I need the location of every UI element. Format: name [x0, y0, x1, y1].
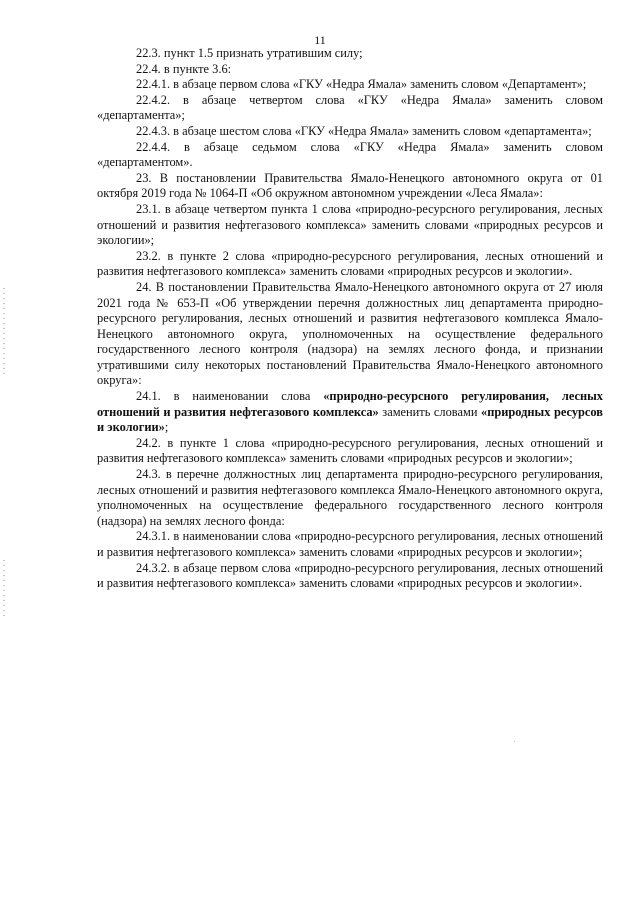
- paragraph-24-1-middle: заменить словами: [378, 404, 482, 419]
- paragraph-24-1-bold-new-name: «природных ресурсов и экологии»: [97, 404, 604, 435]
- paragraph-24-3: 24.3. в перечне должностных лиц департамента природно-ресурсного регулирования, лесных отношений и развития нефтегазового комплекса Ямало-Ненецкого автономного округа, уполномоченных на осуществление федерального государственного лесного контроля (надзора) на землях лесного фонда:: [97, 467, 603, 528]
- paragraph-22-3: 22.3. пункт 1.5 признать утратившим силу;: [136, 46, 363, 60]
- paragraph-22-4: 22.4. в пункте 3.6:: [136, 61, 232, 76]
- paragraph-24-3-1: 24.3.1. в наименовании слова «природно-ресурсного регулирования, лесных отношений и развития нефтегазового комплекса» заменить словами «природных ресурсов и экологии»;: [97, 529, 603, 559]
- scan-speck: [514, 741, 515, 742]
- paragraph-23: 23. В постановлении Правительства Ямало-Ненецкого автономного округа от 01 октября 2019 года № 1064-П «Об окружном автономном учреждении «Леса Ямала»:: [97, 170, 603, 201]
- paragraph-23-1: 23.1. в абзаце четвертом пункта 1 слова «природно-ресурсного регулирования, лесных отношений и развития нефтегазового комплекса» заменить словами «природных ресурсов и экологии»;: [97, 201, 603, 248]
- scan-margin-artifact-lower: [3, 560, 5, 620]
- paragraph-24-1-suffix: ;: [164, 420, 169, 435]
- paragraph-22-4-1: 22.4.1. в абзаце первом слова «ГКУ «Недра Ямала» заменить словом «Департамент»;: [136, 77, 587, 92]
- paragraph-24-1-bold-old-name: «природно-ресурсного регулирования, лесных отношений и развития нефтегазового комплекса»: [97, 389, 603, 419]
- paragraph-22-4-4: 22.4.4. в абзаце седьмом слова «ГКУ «Недра Ямала» заменить словом «департаментом».: [97, 139, 603, 170]
- page-number: 11: [314, 33, 326, 47]
- paragraph-24-3-2: 24.3.2. в абзаце первом слова «природно-ресурсного регулирования, лесных отношений и развития нефтегазового комплекса» заменить словами «природных ресурсов и экологии».: [97, 560, 603, 591]
- paragraph-24-2: 24.2. в пункте 1 слова «природно-ресурсного регулирования, лесных отношений и развития нефтегазового комплекса» заменить словами «природных ресурсов и экологии»;: [97, 435, 603, 466]
- paragraph-23-2: 23.2. в пункте 2 слова «природно-ресурсного регулирования, лесных отношений и развития нефтегазового комплекса» заменить словами «природных ресурсов и экологии».: [97, 248, 603, 279]
- paragraph-22-4-3: 22.4.3. в абзаце шестом слова «ГКУ «Недра Ямала» заменить словом «департамента»;: [136, 123, 592, 138]
- document-body: [97, 46, 603, 592]
- scan-margin-artifact: [3, 288, 5, 378]
- paragraph-24: 24. В постановлении Правительства Ямало-Ненецкого автономного округа от 27 июля 2021 года № 653-П «Об утверждении перечня должностных лиц департамента природно-ресурсного регулирования, лесных отношений и развития нефтегазового комплекса Ямало-Ненецкого автономного округа, уполномоченных на осуществление федерального государственного лесного контроля (надзора) на землях лесного фонда, и признании утратившими силу некоторых постановлений Правительства Ямало-Ненецкого автономного округа»:: [97, 279, 603, 388]
- paragraph-24-1-prefix: 24.1. в наименовании слова: [136, 389, 324, 404]
- paragraph-24-1: [97, 389, 603, 436]
- paragraph-22-4-2: 22.4.2. в абзаце четвертом слова «ГКУ «Недра Ямала» заменить словом «департамента»;: [97, 92, 603, 123]
